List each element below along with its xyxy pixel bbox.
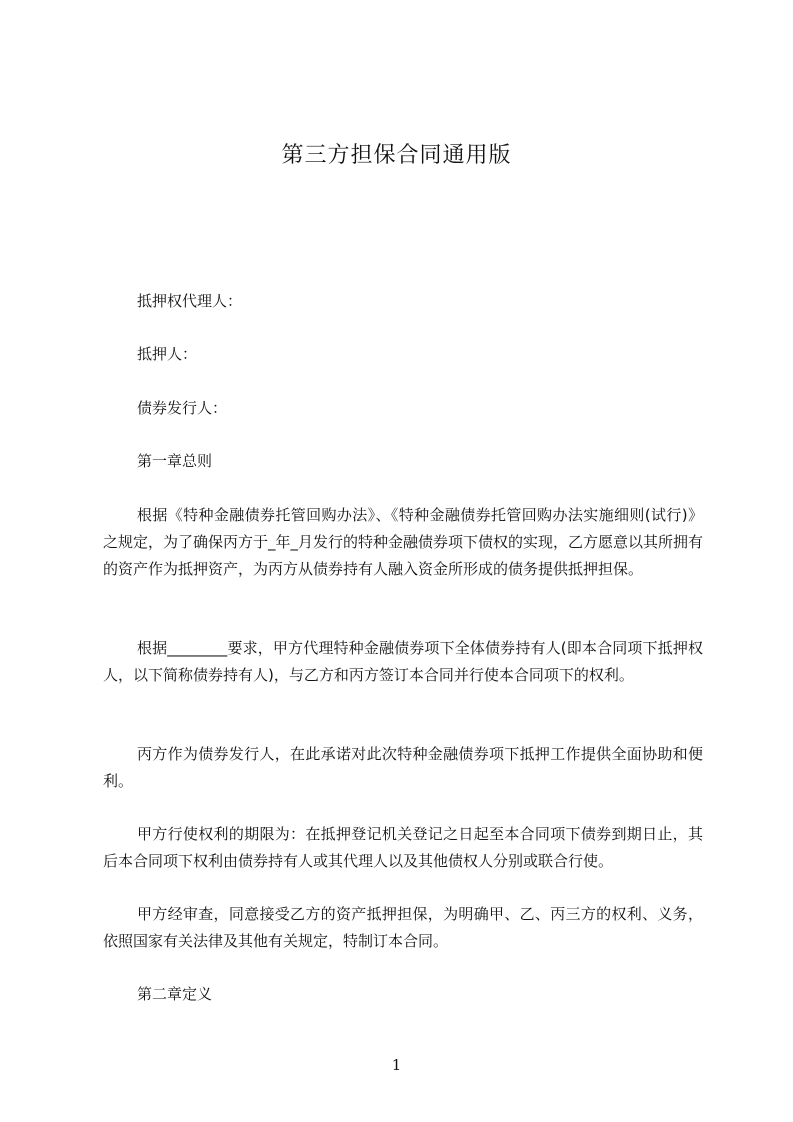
chapter-heading-definitions: 第二章定义 bbox=[137, 985, 213, 1003]
paragraph-bond-issuer: 债券发行人： bbox=[137, 399, 228, 417]
page-number: 1 bbox=[391, 1056, 402, 1074]
paragraph-basis: 根据《特种金融债券托管回购办法》、《特种金融债券托管回购办法实施细则(试行)》之规定，为了确保丙方于_年_月发行的特种金融债券项下债权的实现，乙方愿意以其所拥有的资产作为抵押资产，为丙方从债券持有人融入资金所形成的债务提供抵押担保。 bbox=[103, 506, 704, 578]
paragraph-agency: 根据________要求，甲方代理特种金融债券项下全体债券持有人(即本合同项下抵押权人，以下简称债券持有人)，与乙方和丙方签订本合同并行使本合同项下的权利。 bbox=[103, 639, 703, 684]
paragraph-mortgagor: 抵押人： bbox=[137, 345, 198, 363]
chapter-heading-general: 第一章总则 bbox=[137, 452, 213, 470]
document-title: 第三方担保合同通用版 bbox=[281, 143, 512, 168]
paragraph-rights-term: 甲方行使权利的期限为：在抵押登记机关登记之日起至本合同项下债券到期日止，其后本合同项下权利由债券持有人或其代理人以及其他债权人分别或联合行使。 bbox=[103, 825, 703, 870]
paragraph-issuer-commitment: 丙方作为债券发行人，在此承诺对此次特种金融债券项下抵押工作提供全面协助和便利。 bbox=[103, 745, 703, 790]
paragraph-review: 甲方经审查，同意接受乙方的资产抵押担保，为明确甲、乙、丙三方的权利、义务，依照国家有关法律及其他有关规定，特制订本合同。 bbox=[103, 905, 703, 950]
paragraph-mortgage-agent: 抵押权代理人： bbox=[137, 292, 243, 310]
